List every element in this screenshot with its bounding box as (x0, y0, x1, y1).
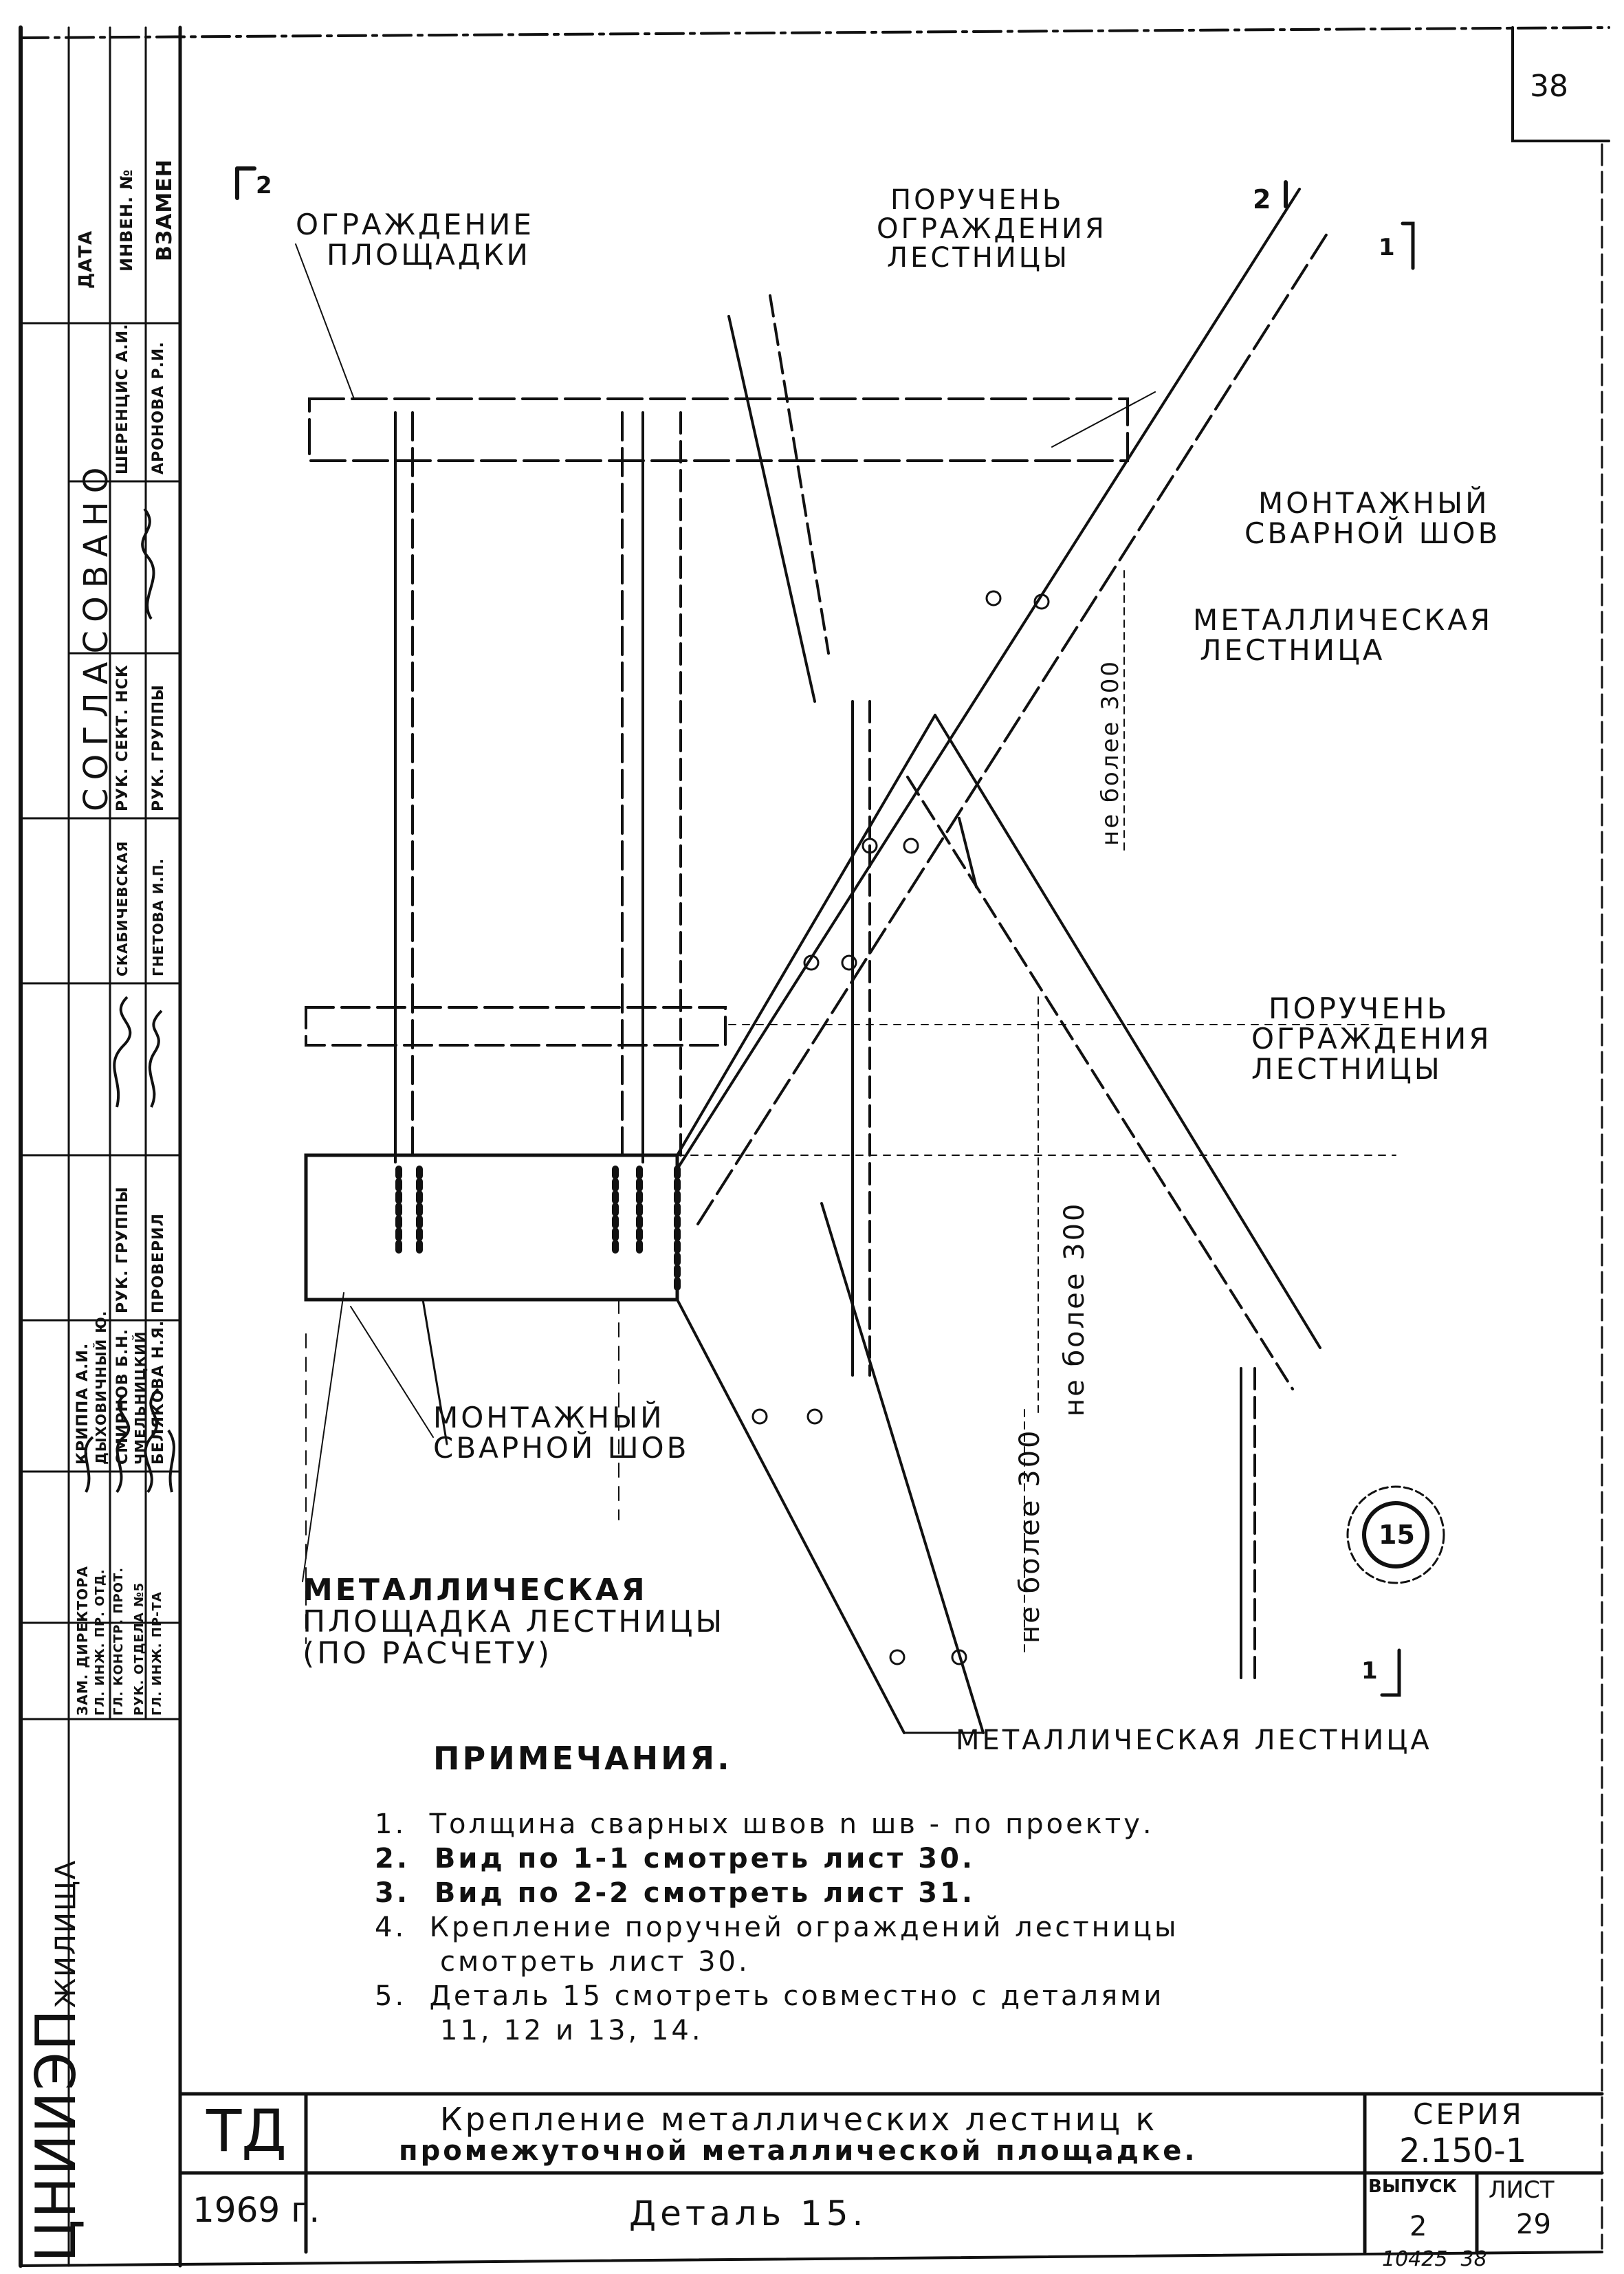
dimension-middle: не более 300 (1059, 1201, 1090, 1417)
note-item: 4. Крепление поручней ограждений лестницы (375, 1912, 1179, 1943)
weld-marks (399, 1169, 677, 1293)
platform-fence-rail (309, 399, 1128, 461)
stamp-role-4: РУК. ОТДЕЛА №5 (132, 1582, 146, 1716)
section-mark-1-top (1403, 223, 1413, 268)
section-mark-top-center: 2 (1253, 184, 1271, 215)
stamp-role-3: ГЛ. КОНСТР. ПРОТ. (111, 1566, 126, 1716)
group-role-2: ПРОВЕРИЛ (150, 1213, 167, 1313)
stamp-name-4: ЧМЕЛЬНИЦКИЙ (132, 1331, 149, 1465)
section-mark-1-bottom (1382, 1650, 1399, 1695)
callout-weld-left: МОНТАЖНЫЙ СВАРНОЙ ШОВ (433, 1401, 690, 1465)
sheet-label: ЛИСТ (1489, 2176, 1555, 2204)
stamp-name-2: ДЫХОВИЧНЫЙ Ю. (93, 1310, 109, 1465)
callout-stair-right: МЕТАЛЛИЧЕСКАЯ ЛЕСТНИЦА (1193, 603, 1493, 668)
title-block-title-line2: промежуточной металлической площадке. (399, 2135, 1198, 2167)
org-name: ЦНИИЭПЖИЛИЩА (24, 1859, 88, 2262)
stair-stringer-lower (677, 715, 1320, 1733)
agreed-name-2: АРОНОВА Р.И. (150, 341, 167, 474)
callout-platform: МЕТАЛЛИЧЕСКАЯ ПЛОЩАДКА ЛЕСТНИЦЫ (ПО РАСЧЕТУ) (303, 1573, 725, 1672)
issue-label: ВЫПУСК (1368, 2176, 1457, 2197)
agreed-role-1: РУК. СЕКТ. НСК (114, 664, 131, 811)
note-item: 2. Вид по 1-1 смотреть лист 30. (375, 1843, 976, 1874)
leaders (296, 244, 1155, 1582)
dimension-upper: не более 300 (1097, 659, 1124, 846)
stamp-role-2: ГЛ. ИНЖ. ПР. ОТД. (93, 1568, 107, 1716)
callout-weld-right: МОНТАЖНЫЙ СВАРНОЙ ШОВ (1244, 486, 1501, 551)
note-item-cont: смотреть лист 30. (440, 1946, 750, 1978)
fence-posts (395, 413, 681, 1162)
section-mark-bottom-right: 1 (1361, 1657, 1378, 1685)
note-item: 1. Толщина сварных швов n шв - по проекту. (375, 1808, 1154, 1840)
agreed-name-1: ШЕРЕНЦИС А.И. (114, 323, 131, 474)
section-mark-top-left: 2 (256, 172, 272, 199)
agreed-role-2: РУК. ГРУППЫ (150, 684, 167, 811)
callout-stair-handrail-top: ПОРУЧЕНЬ ОГРАЖДЕНИЯ ЛЕСТНИЦЫ (877, 184, 1107, 274)
group2-name-2: ГНЕТОВА И.П. (150, 857, 166, 976)
bolts (753, 591, 1049, 1664)
side-replace: ВЗАМЕН (153, 159, 177, 261)
detail-marker-label: 15 (1379, 1520, 1415, 1550)
stamp-role-1: ЗАМ. ДИРЕКТОРА (74, 1565, 91, 1716)
stamp-name-5: БЕЛЯКОВА Н.Я. (150, 1320, 167, 1465)
platform-mid-rail (306, 1007, 725, 1045)
callout-platform-fence: ОГРАЖДЕНИЕ ПЛОЩАДКИ (296, 208, 534, 272)
callout-stair-bottom: МЕТАЛЛИЧЕСКАЯ ЛЕСТНИЦА (956, 1725, 1432, 1756)
platform-beam (306, 1155, 677, 1300)
stamp-name-3: СМИРНОВ Б.Н. (114, 1328, 131, 1465)
sheet-value: 29 (1516, 2209, 1551, 2240)
callout-stair-handrail-mid: ПОРУЧЕНЬ ОГРАЖДЕНИЯ ЛЕСТНИЦЫ (1251, 992, 1492, 1086)
stamp-role-5: ГЛ. ИНЖ. ПР-ТА (150, 1591, 164, 1716)
group2-name-1: СКАБИЧЕВСКАЯ (114, 840, 131, 976)
side-date: ДАТА (76, 230, 96, 289)
note-item-cont: 11, 12 и 13, 14. (440, 2015, 703, 2046)
stamp-name-1: КРИППА А.И. (74, 1342, 91, 1465)
group-role-1: РУК. ГРУППЫ (114, 1186, 131, 1313)
signatures (69, 818, 180, 1623)
stair-stringer-upper (677, 189, 1327, 1224)
side-inv: ИНВЕН. № (117, 168, 136, 272)
note-item: 5. Деталь 15 смотреть совместно с деталями (375, 1980, 1165, 2012)
title-block-td: ТД (206, 2097, 287, 2165)
frame-top (21, 28, 1609, 38)
section-mark-top-right: 1 (1379, 234, 1395, 261)
series-value: 2.150-1 (1399, 2132, 1527, 2170)
issue-value: 2 (1409, 2211, 1427, 2242)
notes-title: ПРИМЕЧАНИЯ. (433, 1740, 732, 1777)
series-label: СЕРИЯ (1413, 2097, 1524, 2131)
note-item: 3. Вид по 2-2 смотреть лист 31. (375, 1877, 976, 1909)
archive-stamp: 10425 38 (1382, 2247, 1487, 2271)
page-number: 38 (1530, 69, 1568, 104)
title-block-subtitle: Деталь 15. (629, 2194, 868, 2233)
side-agreed: СОГЛАСОВАНО (77, 459, 116, 811)
title-block-year: 1969 г. (193, 2190, 320, 2230)
frame-bottom (21, 2252, 1602, 2266)
title-block-title-line1: Крепление металлических лестниц к (440, 2101, 1158, 2138)
agreed-signatures (69, 481, 180, 653)
dimension-lower: не более 300 (1014, 1428, 1046, 1643)
